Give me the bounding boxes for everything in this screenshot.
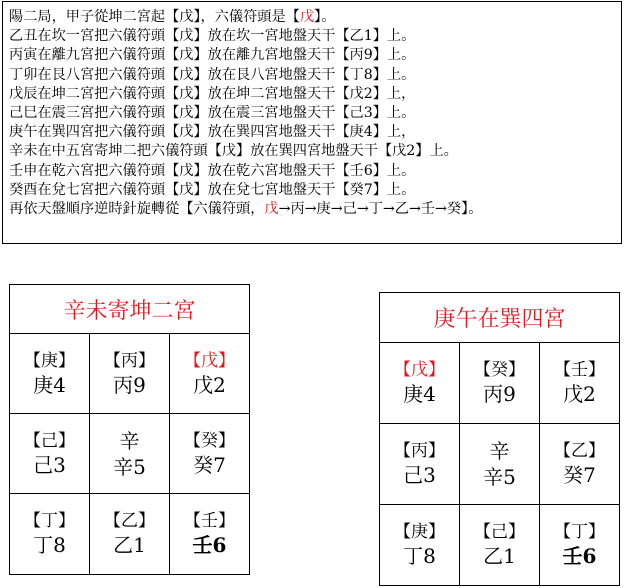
heaven-stem: 【乙】 xyxy=(104,511,155,531)
text-line xyxy=(9,162,621,181)
earth-stem: 己3 xyxy=(33,452,66,477)
earth-stem: 丙9 xyxy=(483,382,516,406)
text-segment: →丙→庚→己→丁→乙→壬→癸】。 xyxy=(278,200,483,217)
palace-cell xyxy=(540,424,620,505)
text-segment: 壬申在乾六宮把六儀符頭【戊】放在乾六宮地盤天干【壬6】上。 xyxy=(9,162,416,179)
palace-cell xyxy=(170,414,250,494)
heaven-stem: 辛 xyxy=(119,428,140,453)
left-palace-grid xyxy=(9,284,250,575)
earth-stem: 庚4 xyxy=(403,382,436,406)
left-grid-title: 辛未寄坤二宮 xyxy=(10,285,250,334)
heaven-stem: 【丙】 xyxy=(394,441,445,461)
text-segment: 己巳在震三宮把六儀符頭【戊】放在震三宮地盤天干【己3】上。 xyxy=(9,104,416,121)
text-line xyxy=(9,123,621,142)
heaven-stem: 【戊】 xyxy=(184,350,235,371)
heaven-stem: 【壬】 xyxy=(184,511,235,531)
earth-stem: 壬6 xyxy=(192,533,227,557)
earth-stem: 丁8 xyxy=(33,533,66,557)
heaven-stem: 辛 xyxy=(489,439,510,463)
text-segment: 陽二局，甲子從坤二宮起【戊】，六儀符頭是【 xyxy=(9,9,300,25)
heaven-stem: 【丁】 xyxy=(554,522,605,542)
earth-stem: 戊2 xyxy=(563,382,596,406)
earth-stem: 辛5 xyxy=(113,454,146,479)
text-segment: 乙丑在坎一宮把六儀符頭【戊】放在坎一宮地盤天干【乙1】上。 xyxy=(9,28,416,45)
text-line xyxy=(9,8,621,27)
text-segment: 丙寅在離九宮把六儀符頭【戊】放在離九宮地盤天干【丙9】上。 xyxy=(9,47,416,64)
text-line xyxy=(9,85,621,104)
heaven-stem: 【癸】 xyxy=(184,430,235,451)
heaven-stem: 【庚】 xyxy=(394,522,445,542)
palace-cell xyxy=(90,334,170,414)
highlight-text: 戊 xyxy=(299,9,315,25)
heaven-stem: 【癸】 xyxy=(474,360,525,380)
text-segment: 戊辰在坤二宮把六儀符頭【戊】放在坤二宮地盤天干【戊2】上， xyxy=(9,85,416,102)
earth-stem: 丙9 xyxy=(113,372,146,397)
heaven-stem: 【庚】 xyxy=(24,350,75,371)
explanation-textbox xyxy=(2,1,622,244)
palace-cell xyxy=(540,505,620,586)
heaven-stem: 【己】 xyxy=(24,430,75,451)
heaven-stem: 【丁】 xyxy=(24,511,75,531)
highlight-text: 戊 xyxy=(264,200,279,217)
text-segment: 庚午在巽四宮把六儀符頭【戊】放在巽四宮地盤天干【庚4】上， xyxy=(9,124,416,141)
palace-cell xyxy=(380,343,460,424)
palace-cell xyxy=(460,424,540,505)
earth-stem: 戊2 xyxy=(193,372,226,397)
text-segment: 】。 xyxy=(314,9,336,25)
text-line xyxy=(9,27,621,46)
palace-cell xyxy=(10,334,90,414)
palace-cell xyxy=(380,424,460,505)
earth-stem: 庚4 xyxy=(33,372,66,397)
palace-cell xyxy=(90,414,170,494)
palace-cell xyxy=(540,343,620,424)
text-line xyxy=(9,46,621,65)
palace-cell xyxy=(460,505,540,586)
palace-cell xyxy=(10,414,90,494)
earth-stem: 乙1 xyxy=(483,544,516,568)
text-line xyxy=(9,142,621,161)
palace-cell xyxy=(90,494,170,575)
text-segment: 丁卯在艮八宮把六儀符頭【戊】放在艮八宮地盤天干【丁8】上。 xyxy=(9,66,416,83)
earth-stem: 癸7 xyxy=(193,452,226,477)
right-palace-grid xyxy=(379,292,620,586)
text-line xyxy=(9,181,621,200)
palace-cell xyxy=(170,494,250,575)
text-line xyxy=(9,200,621,219)
heaven-stem: 【己】 xyxy=(474,522,525,542)
earth-stem: 辛5 xyxy=(483,465,516,489)
earth-stem: 乙1 xyxy=(113,533,146,557)
right-grid-title: 庚午在巽四宮 xyxy=(380,293,620,343)
earth-stem: 壬6 xyxy=(562,544,597,568)
palace-cell xyxy=(380,505,460,586)
heaven-stem: 【壬】 xyxy=(554,360,605,380)
earth-stem: 己3 xyxy=(403,463,436,487)
palace-cell xyxy=(10,494,90,575)
palace-cell xyxy=(170,334,250,414)
heaven-stem: 【丙】 xyxy=(104,350,155,371)
heaven-stem: 【乙】 xyxy=(554,441,605,461)
text-segment: 辛未在中五宮寄坤二把六儀符頭【戊】放在巽四宮地盤天干【戊2】上。 xyxy=(9,143,458,160)
text-segment: 再依天盤順序逆時針旋轉從【六儀符頭， xyxy=(9,200,265,217)
earth-stem: 丁8 xyxy=(403,544,436,568)
text-segment: 癸酉在兌七宮把六儀符頭【戊】放在兌七宮地盤天干【癸7】上。 xyxy=(9,181,416,198)
heaven-stem: 【戊】 xyxy=(394,360,445,380)
text-line xyxy=(9,104,621,123)
earth-stem: 癸7 xyxy=(563,463,596,487)
text-line xyxy=(9,66,621,85)
palace-cell xyxy=(460,343,540,424)
